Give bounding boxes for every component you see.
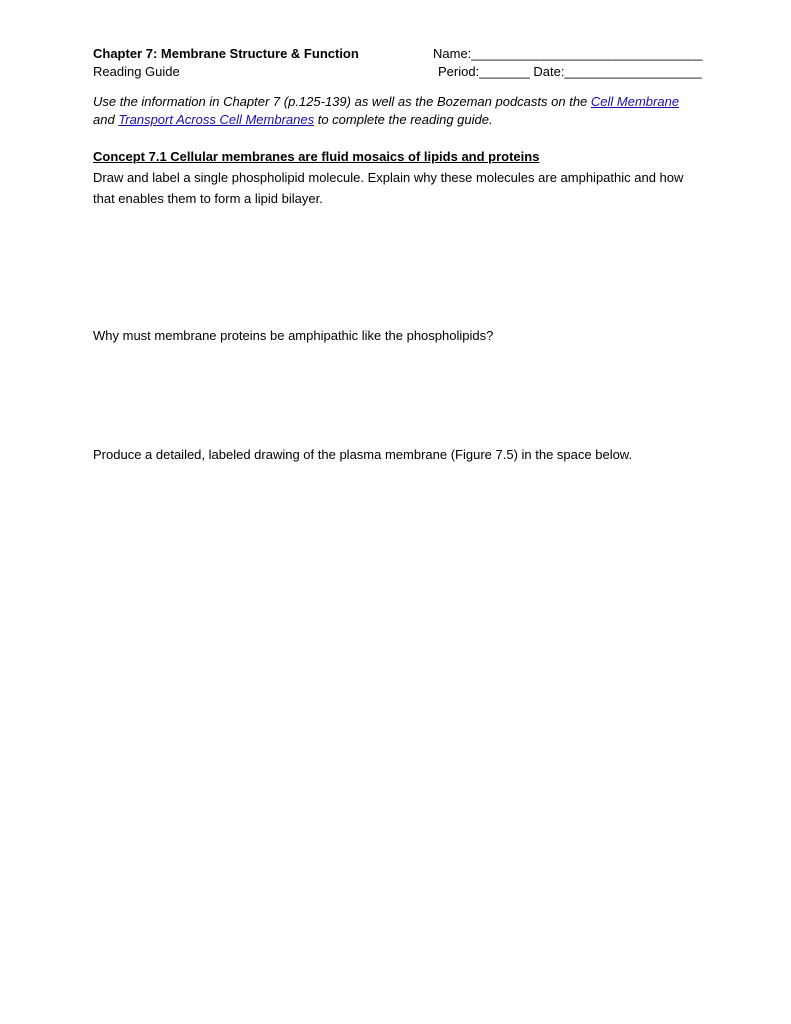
name-field: Name:________________________________	[433, 46, 703, 61]
instructions-text-before: Use the information in Chapter 7 (p.125-139) as well as the Bozeman podcasts on the	[93, 94, 591, 109]
concept-heading: Concept 7.1 Cellular membranes are fluid mosaics of lipids and proteins	[93, 149, 540, 164]
cell-membrane-link[interactable]: Cell Membrane	[590, 94, 680, 109]
question-2: Why must membrane proteins be amphipathic like the phospholipids?	[93, 328, 494, 343]
document-subtitle: Reading Guide	[93, 64, 180, 79]
question-1: Draw and label a single phospholipid molecule. Explain why these molecules are amphipathic and how that enables them to form a lipid bilayer.	[93, 170, 684, 206]
document-title: Chapter 7: Membrane Structure & Function	[93, 46, 359, 61]
question-3: Produce a detailed, labeled drawing of the plasma membrane (Figure 7.5) in the space below.	[93, 447, 633, 462]
transport-across-cell-membranes-link[interactable]: Transport Across Cell Membranes	[118, 112, 315, 127]
instructions-text-middle: and	[93, 112, 119, 127]
instructions-paragraph	[93, 93, 703, 129]
instructions-text-after: to complete the reading guide.	[314, 112, 493, 127]
period-date-field: Period:_______ Date:___________________	[438, 64, 702, 79]
